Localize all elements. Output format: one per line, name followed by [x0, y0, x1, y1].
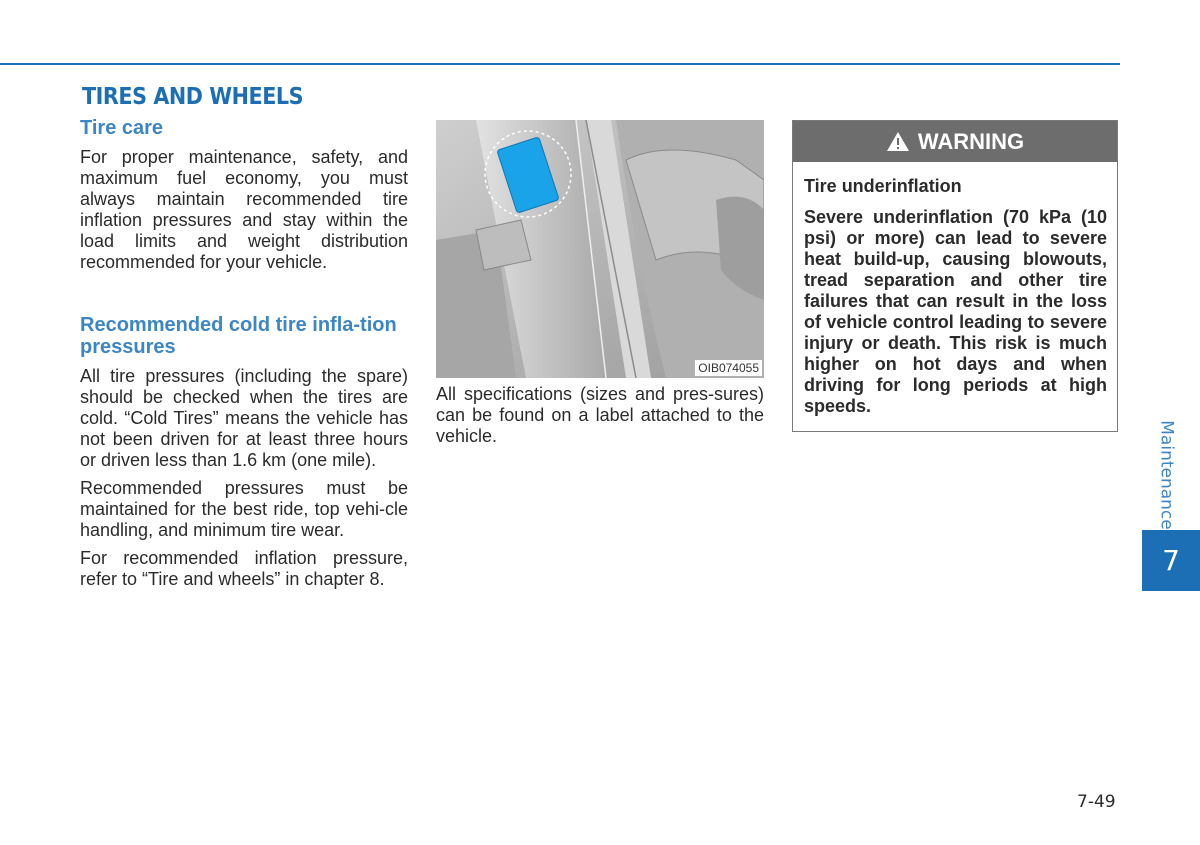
- cold-pressure-paragraph-2: Recommended pressures must be maintained for the best ride, top vehi-cle handling, and minimum tire wear.: [80, 478, 408, 540]
- cold-pressure-paragraph-1: All tire pressures (including the spare) should be checked when the tires are cold. “Cold Tires” means the vehicle has not been driven for at least three hours or driven less than 1.6 km (one mile).: [80, 366, 408, 470]
- chapter-name: Maintenance: [1157, 420, 1178, 530]
- cold-pressure-heading: Recommended cold tire infla-tion pressures: [80, 314, 397, 358]
- warning-header: [793, 121, 1117, 162]
- figure-code: OIB074055: [695, 360, 762, 376]
- section-title: TIRES AND WHEELS: [82, 84, 304, 110]
- warning-text: Severe underinflation (70 kPa (10 psi) or more) can lead to severe heat build-up, causing blowouts, tread separation and other tire failures that can result in the loss of vehicle control leading to severe injury or death. This risk is much higher on hot days and when driving for long periods at high speeds.: [804, 207, 1107, 416]
- left-column: [80, 117, 408, 597]
- warning-box: [792, 120, 1118, 432]
- page-number: 7-49: [1077, 792, 1116, 812]
- warning-title: WARNING: [917, 128, 1025, 154]
- chapter-tab: 7: [1142, 530, 1200, 591]
- warning-subtitle: Tire underinflation: [804, 176, 962, 196]
- tire-care-text: For proper maintenance, safety, and maximum fuel economy, you must always maintain recommended tire inflation pressures and stay within the load limits and weight distribution recommended for your vehicle.: [80, 147, 408, 272]
- figure-caption: All specifications (sizes and pres-sures) can be found on a label attached to the vehicle.: [436, 384, 764, 446]
- chapter-side-label: [1152, 420, 1182, 530]
- cold-pressure-paragraph-3: For recommended inflation pressure, refer to “Tire and wheels” in chapter 8.: [80, 548, 408, 589]
- warning-triangle-icon: [886, 131, 910, 152]
- door-label-illustration: [436, 120, 764, 378]
- top-rule: [0, 63, 1120, 65]
- door-pillar-image: [436, 120, 764, 378]
- tire-care-heading: Tire care: [80, 117, 164, 139]
